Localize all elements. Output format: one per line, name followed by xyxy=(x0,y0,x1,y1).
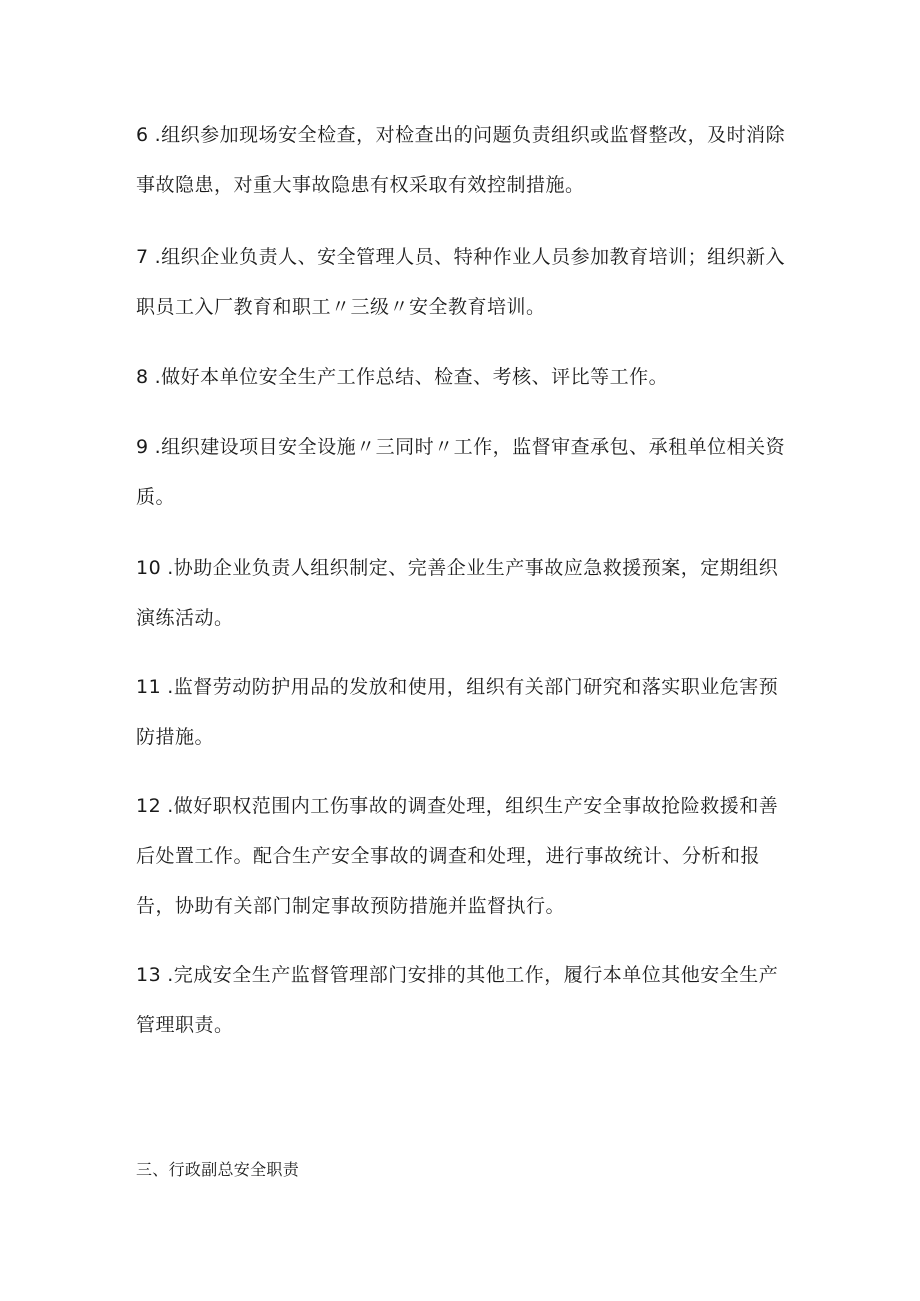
item-text: .做好职权范围内工伤事故的调查处理，组织生产安全事故抢险救援和善后处置工作。配合生产安全事故的调查和处理，进行事故统计、分析和报告，协助有关部门制定事故预防措施并监督执行。 xyxy=(136,795,779,917)
item-text: .组织企业负责人、安全管理人员、特种作业人员参加教育培训；组织新入职员工入厂教育和职工〃三级〃安全教育培训。 xyxy=(136,246,786,318)
section-heading: 三、行政副总安全职责 xyxy=(136,1160,300,1179)
list-item xyxy=(136,110,796,210)
list-item xyxy=(136,781,796,931)
list-item xyxy=(136,352,796,402)
item-text: .协助企业负责人组织制定、完善企业生产事故应急救援预案，定期组织演练活动。 xyxy=(136,557,779,629)
item-number: 10 xyxy=(136,557,162,579)
list-item xyxy=(136,950,796,1050)
item-number: 8 xyxy=(136,366,149,388)
item-number: 12 xyxy=(136,795,162,817)
item-text: .完成安全生产监督管理部门安排的其他工作，履行本单位其他安全生产管理职责。 xyxy=(136,964,779,1036)
list-item xyxy=(136,543,796,643)
item-number: 9 xyxy=(136,436,149,458)
list-item xyxy=(136,662,796,762)
item-number: 13 xyxy=(136,964,162,986)
list-item xyxy=(136,232,796,332)
item-text: .做好本单位安全生产工作总结、检查、考核、评比等工作。 xyxy=(154,366,669,388)
item-number: 11 xyxy=(136,676,162,698)
item-text: .组织参加现场安全检查，对检查出的问题负责组织或监督整改，及时消除事故隐患，对重大事故隐患有权采取有效控制措施。 xyxy=(136,124,786,196)
item-number: 6 xyxy=(136,124,149,146)
list-item xyxy=(136,422,796,522)
item-text: .组织建设项目安全设施〃三同时〃工作，监督审查承包、承租单位相关资质。 xyxy=(136,436,786,508)
item-text: .监督劳动防护用品的发放和使用，组织有关部门研究和落实职业危害预防措施。 xyxy=(136,676,779,748)
item-number: 7 xyxy=(136,246,149,268)
